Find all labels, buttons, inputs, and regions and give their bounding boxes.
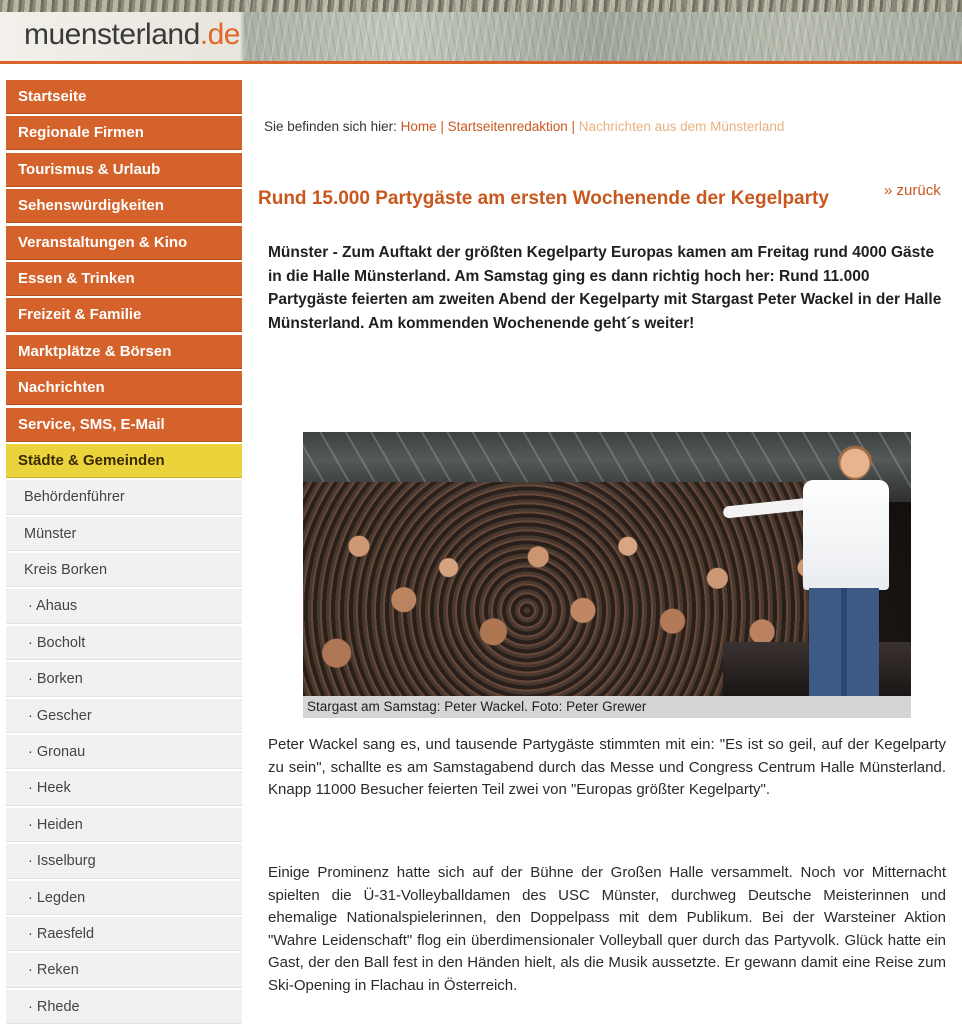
nav-item-regionale-firmen[interactable]: Regionale Firmen [6, 116, 242, 150]
header-banner-image [244, 0, 962, 61]
sub-item-legden[interactable]: · Legden [6, 881, 242, 915]
article-photo [303, 432, 911, 696]
sub-item-raesfeld[interactable]: · Raesfeld [6, 917, 242, 951]
sub-item-kreis-borken[interactable]: Kreis Borken [6, 553, 242, 587]
nav-item-freizeit-familie[interactable]: Freizeit & Familie [6, 298, 242, 332]
breadcrumb-separator: | [571, 119, 576, 134]
sub-item-behoerdenfuehrer[interactable]: Behördenführer [6, 480, 242, 514]
breadcrumb-section-link[interactable]: Startseitenredaktion [447, 119, 568, 134]
breadcrumb-current[interactable]: Nachrichten aus dem Münsterland [578, 119, 785, 134]
nav-item-veranstaltungen[interactable]: Veranstaltungen & Kino [6, 226, 242, 260]
breadcrumb-separator: | [440, 119, 444, 134]
article-paragraph: Einige Prominenz hatte sich auf der Bühne der Großen Halle versammelt. Noch vor Mitternacht spielten die Ü-31-Volleyballdamen des USC Münster, durchweg Deutsche Meisterinnen und ehemalige Nationalspielerinnen, den Doppelpass mit dem Publikum. Bei der Warsteiner Aktion "Wahre Leidenschaft" flog ein überdimensionaler Volleyball quer durch das Partyvolk. Glück hatte ein Gast, der den Ball fest in den Händen hielt, als die Musik aussetzte. Er gewann damit eine Reise zum Ski-Opening in Flachau in Österreich. [268, 864, 946, 994]
nav-item-tourismus[interactable]: Tourismus & Urlaub [6, 153, 242, 187]
photo-singer-head [838, 438, 872, 480]
breadcrumb-home-link[interactable]: Home [400, 119, 437, 134]
sub-item-heiden[interactable]: · Heiden [6, 808, 242, 842]
nav-item-service[interactable]: Service, SMS, E-Mail [6, 408, 242, 442]
sub-item-borken[interactable]: · Borken [6, 662, 242, 696]
sub-item-rhede[interactable]: · Rhede [6, 990, 242, 1024]
nav-item-sehenswuerdigkeiten[interactable]: Sehenswürdigkeiten [6, 189, 242, 223]
nav-item-nachrichten[interactable]: Nachrichten [6, 371, 242, 405]
sub-item-gronau[interactable]: · Gronau [6, 735, 242, 769]
article-paragraph: Peter Wackel sang es, und tausende Partygäste stimmten mit ein: "Es ist so geil, auf der Kegelparty zu sein", schallte es am Samstagabend durch das Messe und Congress Centrum Halle Münsterland. Knapp 11000 Besucher feierten Teil zwei von "Europas größter Kegelparty". [268, 736, 946, 798]
site-logo[interactable] [24, 18, 240, 52]
sub-item-heek[interactable]: · Heek [6, 771, 242, 805]
photo-caption: Stargast am Samstag: Peter Wackel. Foto: Peter Grewer [303, 696, 911, 718]
logo-name: muensterland [24, 18, 200, 51]
sub-item-muenster[interactable]: Münster [6, 517, 242, 551]
sub-item-isselburg[interactable]: · Isselburg [6, 844, 242, 878]
sub-item-bocholt[interactable]: · Bocholt [6, 626, 242, 660]
site-header [0, 0, 962, 64]
sub-item-gescher[interactable]: · Gescher [6, 699, 242, 733]
sub-item-reken[interactable]: · Reken [6, 953, 242, 987]
sub-item-ahaus[interactable]: · Ahaus [6, 589, 242, 623]
nav-item-startseite[interactable]: Startseite [6, 80, 242, 114]
article-lead: Münster - Zum Auftakt der größten Kegelparty Europas kamen am Freitag rund 4000 Gäste in die Halle Münsterland. Am Samstag ging es dann richtig hoch her: Rund 11.000 Partygäste feierten am zweiten Abend der Kegelparty mit Stargast Peter Wackel in der Halle Münsterland. Am kommenden Wochenende geht´s weiter! [268, 244, 942, 332]
nav-item-staedte-gemeinden[interactable]: Städte & Gemeinden [6, 444, 242, 478]
logo-tld: .de [199, 18, 240, 51]
breadcrumb-prefix: Sie befinden sich hier: [264, 119, 397, 134]
back-link[interactable]: » zurück [884, 182, 941, 199]
article-title: Rund 15.000 Partygäste am ersten Wochenende der Kegelparty [258, 188, 829, 209]
sidebar-nav [6, 80, 242, 1026]
photo-singer-legs [809, 588, 879, 696]
nav-item-marktplaetze[interactable]: Marktplätze & Börsen [6, 335, 242, 369]
nav-item-essen-trinken[interactable]: Essen & Trinken [6, 262, 242, 296]
breadcrumb [264, 119, 784, 134]
photo-singer-body [803, 480, 889, 590]
